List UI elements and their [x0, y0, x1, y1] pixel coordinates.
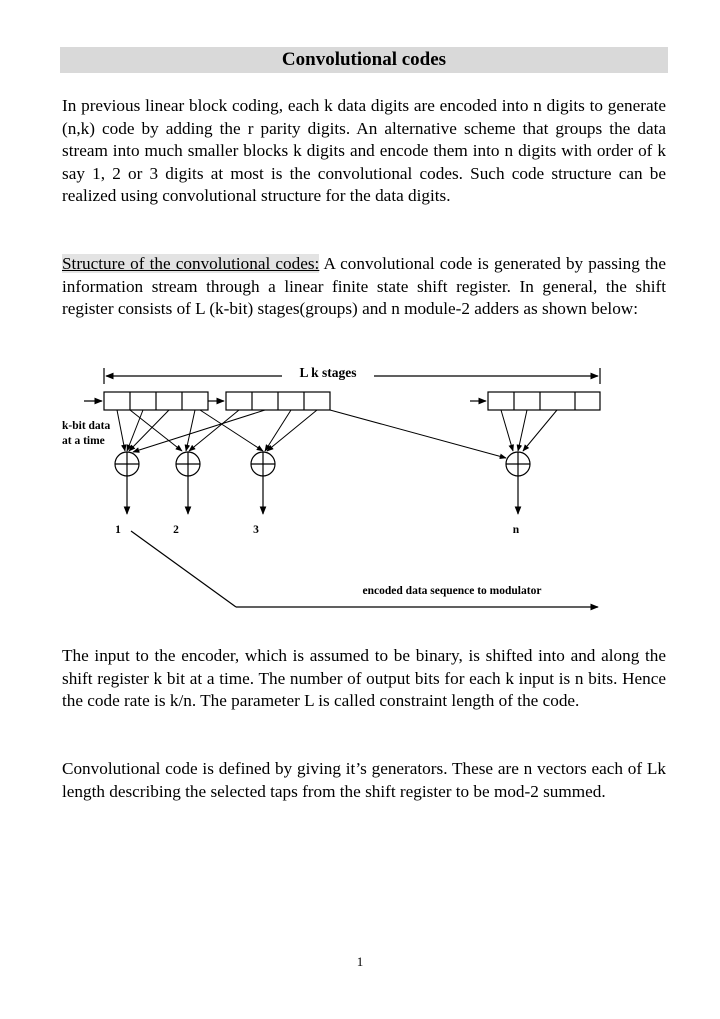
input-label: k-bit data: [62, 420, 111, 432]
output-arrows: [127, 476, 518, 514]
shift-register-stage-1: [104, 392, 208, 410]
span-label: L k stages: [299, 365, 357, 380]
encoder-paragraph: The input to the encoder, which is assumed to be binary, is shifted into and along the shift register k bit at a time. The number of output bits for each k input is n bits. Hence the code rate is k/n. The parameter L is called constraint length of the code.: [62, 646, 666, 710]
structure-paragraph-body: A convolutional code is generated by passing the information stream through a linear finite state shift register. In general, the shift register consists of L (k-bit) stages(groups) and n module-2 adders as shown below:: [62, 254, 666, 318]
mod2-adder-3: [251, 452, 275, 476]
tap-connections: [117, 410, 557, 458]
mod2-adder-2: [176, 452, 200, 476]
output-label-n: n: [512, 524, 520, 536]
mod2-adder-n: [506, 452, 530, 476]
intro-paragraph: In previous linear block coding, each k data digits are encoded into n digits to generate (n,k) code by adding the r parity digits. An alternative scheme that groups the data stream into much smaller blocks k digits and encode them into n digits with order of k say 1, 2 or 3 digits at most is the convolutional codes. Such code structure can be realized using convolutional structure for the data digits.: [62, 96, 666, 205]
output-label-1: 1: [115, 524, 121, 536]
shift-register-stage-2: [226, 392, 330, 410]
convolutional-encoder-diagram: [0, 355, 720, 620]
input-label: at a time: [62, 435, 105, 447]
generators-paragraph: Convolutional code is defined by giving it’s generators. These are n vectors each of Lk length describing the selected taps from the shift register to be mod-2 summed.: [62, 759, 666, 801]
output-label-2: 2: [173, 524, 179, 536]
sequence-label: encoded data sequence to modulator: [362, 585, 542, 597]
shift-register-stage-L: [488, 392, 600, 410]
mod2-adder-1: [115, 452, 139, 476]
output-label-3: 3: [253, 524, 259, 536]
structure-paragraph: [62, 253, 666, 321]
page-title: Convolutional codes: [60, 47, 668, 73]
section-heading: Structure of the convolutional codes:: [62, 254, 320, 273]
page-number: 1: [356, 954, 364, 969]
